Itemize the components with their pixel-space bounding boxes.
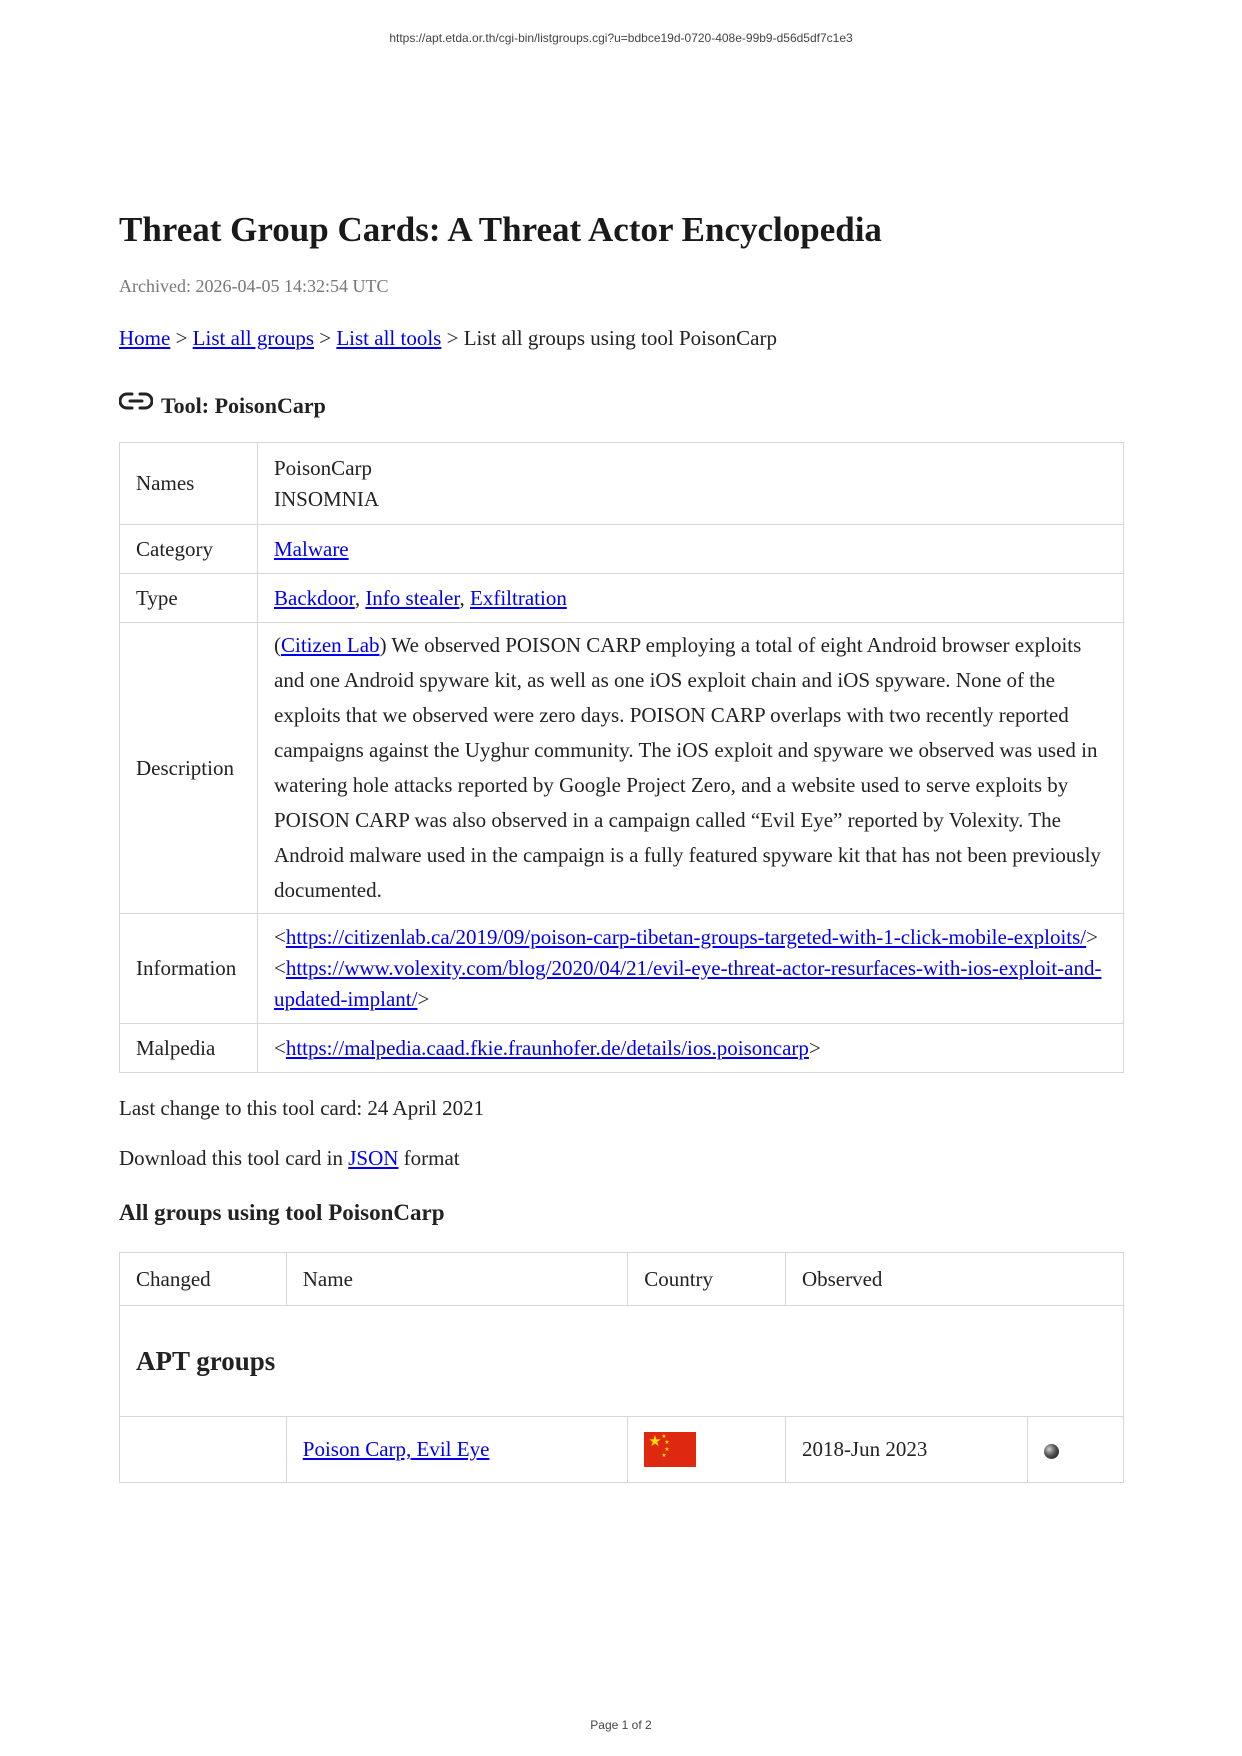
malpedia-value — [258, 1024, 1124, 1073]
page-title: Threat Group Cards: A Threat Actor Encyclopedia — [119, 210, 882, 249]
angle-open: < — [274, 925, 286, 949]
category-value — [258, 525, 1124, 574]
description-text: ) We observed POISON CARP employing a total of eight Android browser exploits and one Android spyware kit, as well as one iOS exploit chain and iOS spyware. None of the exploits that we observed were zero days. POISON CARP overlaps with two recently reported campaigns against the Uyghur community. The iOS exploit and spyware we observed was used in watering hole attacks reported by Google Project Zero, and a website used to serve exploits by POISON CARP was also observed in a campaign called “Evil Eye” reported by Volexity. The Android malware used in the campaign is a fully featured spyware kit that has not been previously documented. — [274, 633, 1101, 902]
json-download-link[interactable]: JSON — [348, 1146, 399, 1170]
apt-groups-section-row — [120, 1306, 1124, 1417]
type-link-info-stealer[interactable]: Info stealer — [365, 585, 460, 610]
breadcrumb-groups-link[interactable]: List all groups — [192, 326, 314, 350]
link-icon — [119, 391, 153, 411]
last-change-note: Last change to this tool card: 24 April 2021 — [119, 1096, 485, 1120]
breadcrumb-separator: > — [175, 326, 188, 350]
download-text: Download this tool card in — [119, 1146, 343, 1170]
type-link-backdoor[interactable]: Backdoor — [274, 585, 355, 610]
breadcrumb-separator: > — [319, 326, 332, 350]
category-link[interactable]: Malware — [274, 536, 349, 561]
description-row — [120, 623, 1124, 914]
breadcrumb — [119, 325, 1124, 351]
malpedia-label: Malpedia — [120, 1024, 258, 1073]
type-value — [258, 574, 1124, 623]
tool-info-table — [119, 442, 1124, 1073]
column-header-changed: Changed — [120, 1253, 287, 1306]
name-alias: INSOMNIA — [274, 486, 379, 511]
names-label: Names — [120, 443, 258, 525]
print-url-header: https://apt.etda.or.th/cgi-bin/listgroups.cgi?u=bdbce19d-0720-408e-99b9-d56d5df7c1e3 — [389, 31, 853, 45]
names-row — [120, 443, 1124, 525]
status-dot-icon — [1044, 1444, 1059, 1459]
download-note — [119, 1145, 1124, 1171]
description-source-link[interactable]: Citizen Lab — [281, 633, 380, 657]
status-cell — [1028, 1417, 1124, 1483]
apt-groups-heading: APT groups — [120, 1306, 1124, 1417]
tool-heading — [119, 379, 1124, 419]
information-entry — [274, 953, 1107, 1015]
angle-open: < — [274, 1035, 286, 1060]
archived-timestamp: Archived: 2026-04-05 14:32:54 UTC — [119, 276, 389, 296]
description-value — [258, 623, 1124, 914]
category-row — [120, 525, 1124, 574]
breadcrumb-home-link[interactable]: Home — [119, 326, 171, 350]
tool-heading-text: Tool: PoisonCarp — [161, 393, 326, 418]
china-flag-icon: ★ ★ ★ ★ ★ — [644, 1432, 696, 1467]
name-primary: PoisonCarp — [274, 455, 373, 480]
name-cell — [286, 1417, 627, 1483]
citizenlab-link[interactable]: https://citizenlab.ca/2019/09/poison-carp-tibetan-groups-targeted-with-1-click-mobile-exploits/ — [285, 925, 1087, 949]
changed-cell — [120, 1417, 287, 1483]
country-cell — [628, 1417, 786, 1483]
category-label: Category — [120, 525, 258, 574]
breadcrumb-current: List all groups using tool PoisonCarp — [463, 326, 777, 350]
information-label: Information — [120, 914, 258, 1024]
table-row — [120, 1417, 1124, 1483]
information-row — [120, 914, 1124, 1024]
angle-close: > — [417, 987, 430, 1011]
type-label: Type — [120, 574, 258, 623]
malpedia-link[interactable]: https://malpedia.caad.fkie.fraunhofer.de/details/ios.poisoncarp — [285, 1035, 809, 1060]
description-label: Description — [120, 623, 258, 914]
type-link-exfiltration[interactable]: Exfiltration — [470, 585, 567, 610]
page-number: Page 1 of 2 — [590, 1718, 652, 1732]
groups-header-row — [120, 1253, 1124, 1306]
type-separator: , — [459, 585, 465, 610]
download-format-text: format — [403, 1146, 460, 1170]
column-header-name: Name — [286, 1253, 627, 1306]
breadcrumb-separator: > — [446, 326, 459, 350]
information-value — [258, 914, 1124, 1024]
breadcrumb-tools-link[interactable]: List all tools — [336, 326, 442, 350]
column-header-observed: Observed — [785, 1253, 1123, 1306]
group-link[interactable]: Poison Carp, Evil Eye — [302, 1437, 490, 1461]
angle-close: > — [808, 1035, 821, 1060]
main-content — [119, 210, 1124, 1483]
volexity-link[interactable]: https://www.volexity.com/blog/2020/04/21/evil-eye-threat-actor-resurfaces-with-ios-exploit-and-updated-implant/ — [274, 956, 1102, 1011]
angle-open: < — [274, 956, 286, 980]
groups-heading: All groups using tool PoisonCarp — [119, 1200, 445, 1225]
description-open-paren: ( — [274, 633, 281, 657]
groups-table — [119, 1252, 1124, 1483]
malpedia-row — [120, 1024, 1124, 1073]
observed-cell: 2018-Jun 2023 — [785, 1417, 1027, 1483]
type-separator: , — [354, 585, 361, 610]
column-header-country: Country — [628, 1253, 786, 1306]
angle-close: > — [1086, 925, 1098, 949]
information-entry — [274, 922, 1107, 953]
names-value — [258, 443, 1124, 525]
type-row — [120, 574, 1124, 623]
